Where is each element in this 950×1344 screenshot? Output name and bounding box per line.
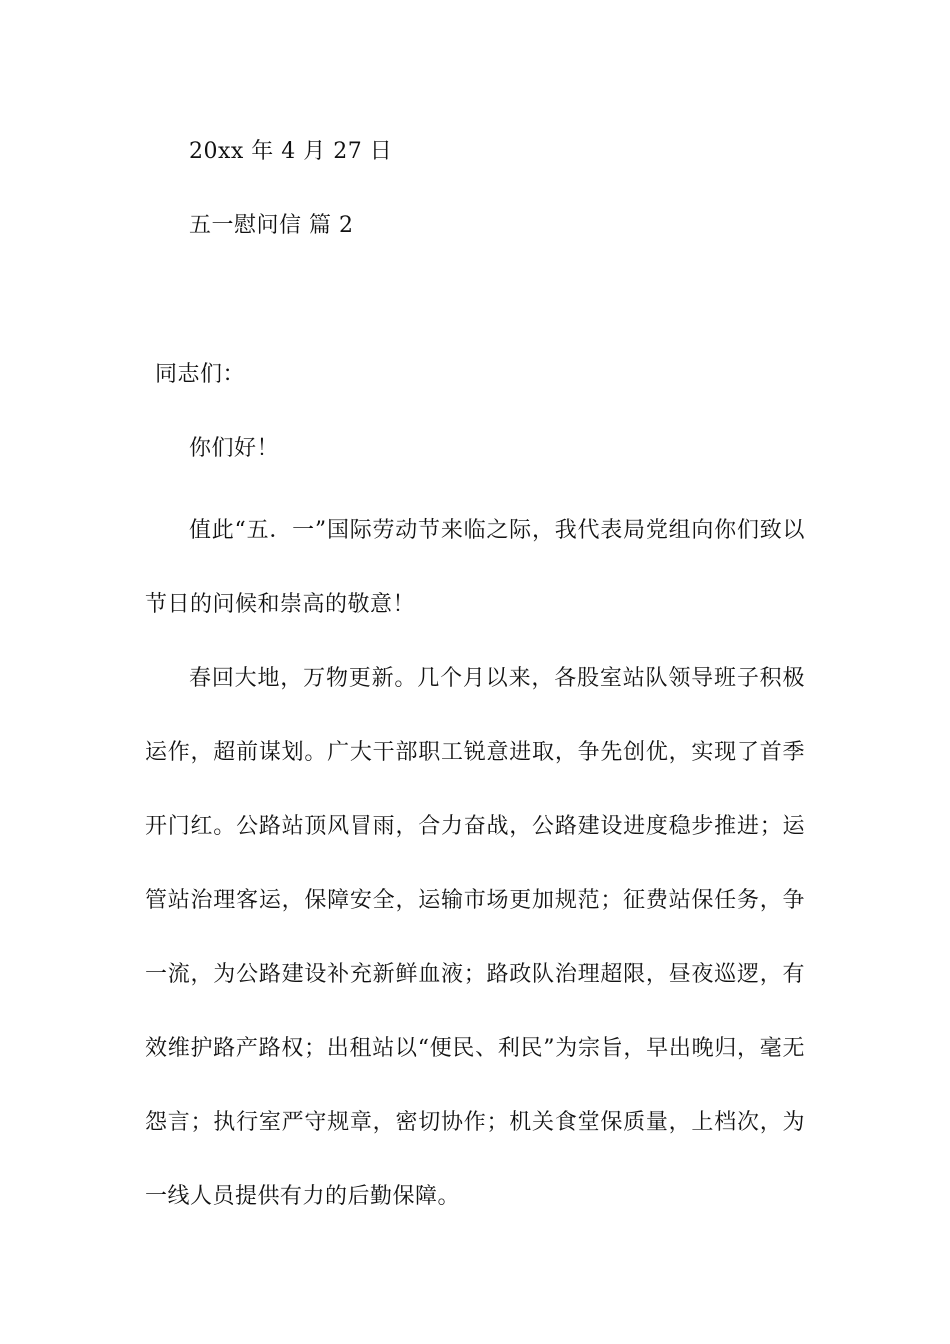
letter-date: 20xx 年 4 月 27 日 <box>189 139 393 164</box>
letter-greeting: 你们好！ <box>189 436 280 461</box>
body-paragraph: 春回大地，万物更新。几个月以来，各股室站队领导班子积极运作，超前谋划。广大干部职工锐意进取，争先创优，实现了首季开门红。公路站顶风冒雨，合力奋战，公路建设进度稳步推进；运管站治理客运，保障安全，运输市场更加规范；征费站保任务，争一流，为公路建设补充新鲜血液；路政队治理超限，昼夜巡逻，有效维护路产路权；出租站以“便民、利民”为宗旨，早出晚归，毫无怨言；执行室严守规章，密切协作；机关食堂保质量，上档次，为一线人员提供有力的后勤保障。 <box>145 666 805 1209</box>
letter-salutation: 同志们： <box>155 362 246 387</box>
body-paragraph: 值此“五．一”国际劳动节来临之际，我代表局党组向你们致以节日的问候和崇高的敬意！ <box>145 518 805 617</box>
letter-title: 五一慰问信 篇 2 <box>189 213 354 238</box>
